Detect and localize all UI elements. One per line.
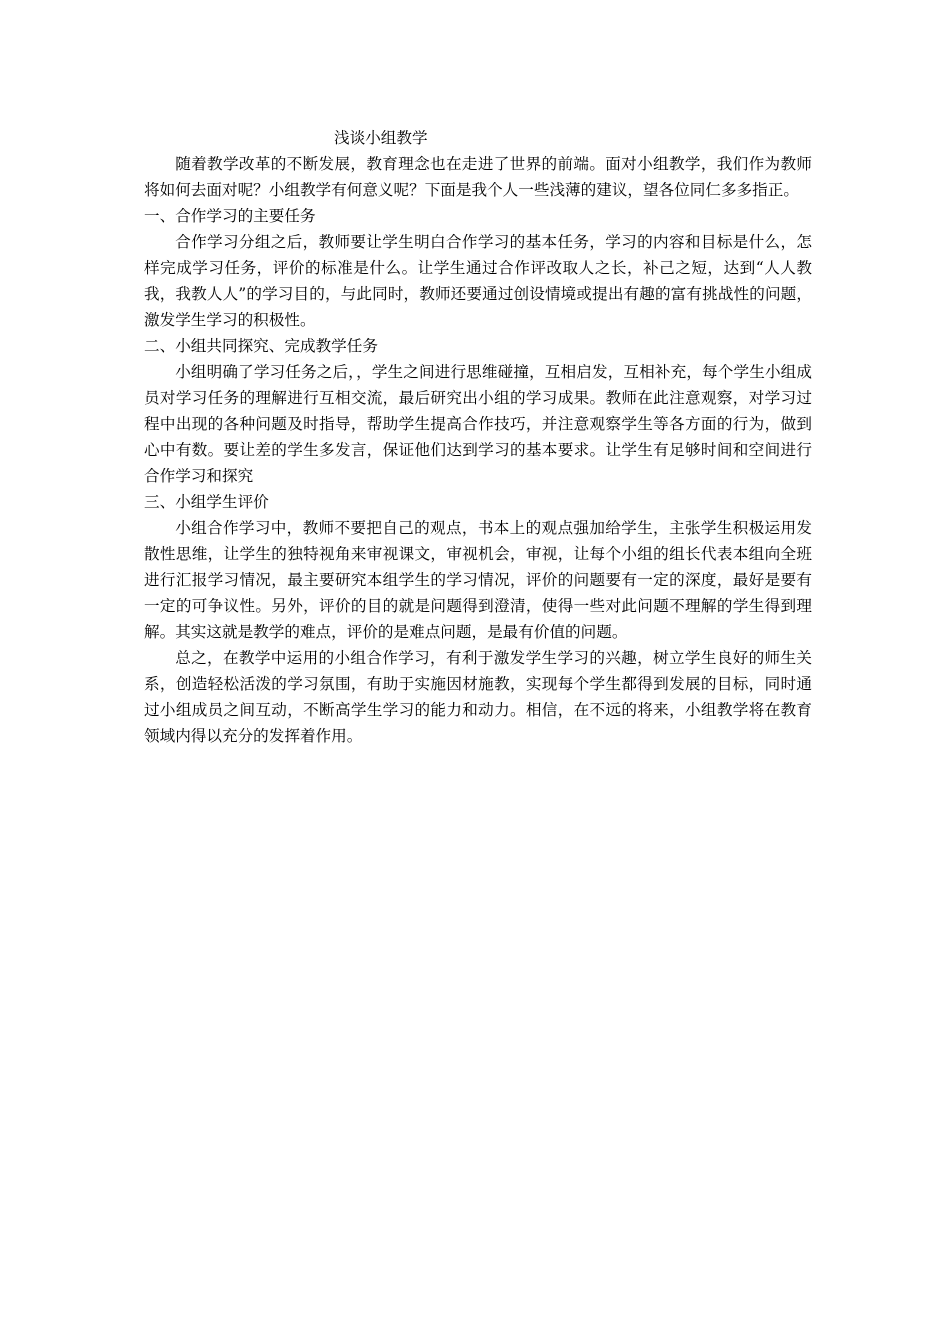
conclusion-paragraph: 总之，在教学中运用的小组合作学习，有利于激发学生学习的兴趣，树立学生良好的师生关系，创造轻松活泼的学习氛围，有助于实施因材施教，实现每个学生都得到发展的目标，同时通过小组成员之间互动，不断高学生学习的能力和动力。相信，在不远的将来，小组教学将在教育领域内得以充分的发挥着作用。 [144,649,812,745]
intro-paragraph: 随着教学改革的不断发展，教育理念也在走进了世界的前端。面对小组教学，我们作为教师将如何去面对呢？小组教学有何意义呢？下面是我个人一些浅薄的建议，望各位同仁多多指正。 [144,155,812,199]
section-body-2: 小组明确了学习任务之后，，学生之间进行思维碰撞，互相启发，互相补充，每个学生小组成员对学习任务的理解进行互相交流，最后研究出小组的学习成果。教师在此注意观察，对学习过程中出现的各种问题及时指导，帮助学生提高合作技巧，并注意观察学生等各方面的行为，做到心中有数。要让差的学生多发言，保证他们达到学习的基本要求。让学生有足够时间和空间进行合作学习和探究 [144,363,812,485]
section-body-3: 小组合作学习中，教师不要把自己的观点，书本上的观点强加给学生，主张学生积极运用发散性思维，让学生的独特视角来审视课文，审视机会，审视，让每个小组的组长代表本组向全班进行汇报学习情况，最主要研究本组学生的学习情况，评价的问题要有一定的深度，最好是要有一定的可争议性。另外，评价的目的就是问题得到澄清，使得一些对此问题不理解的学生得到理解。其实这就是教学的难点，评价的是难点问题，是最有价值的问题。 [144,519,812,641]
section-heading-3: 三、小组学生评价 [144,493,269,511]
document-title: 浅谈小组教学 [334,129,428,147]
document-page [144,125,812,749]
section-heading-2: 二、小组共同探究、完成教学任务 [144,337,378,355]
section-body-1: 合作学习分组之后，教师要让学生明白合作学习的基本任务，学习的内容和目标是什么，怎样完成学习任务，评价的标准是什么。让学生通过合作评改取人之长，补己之短，达到“人人教我，我教人人”的学习目的，与此同时，教师还要通过创设情境或提出有趣的富有挑战性的问题，激发学生学习的积极性。 [144,233,812,329]
section-heading-1: 一、合作学习的主要任务 [144,207,316,225]
